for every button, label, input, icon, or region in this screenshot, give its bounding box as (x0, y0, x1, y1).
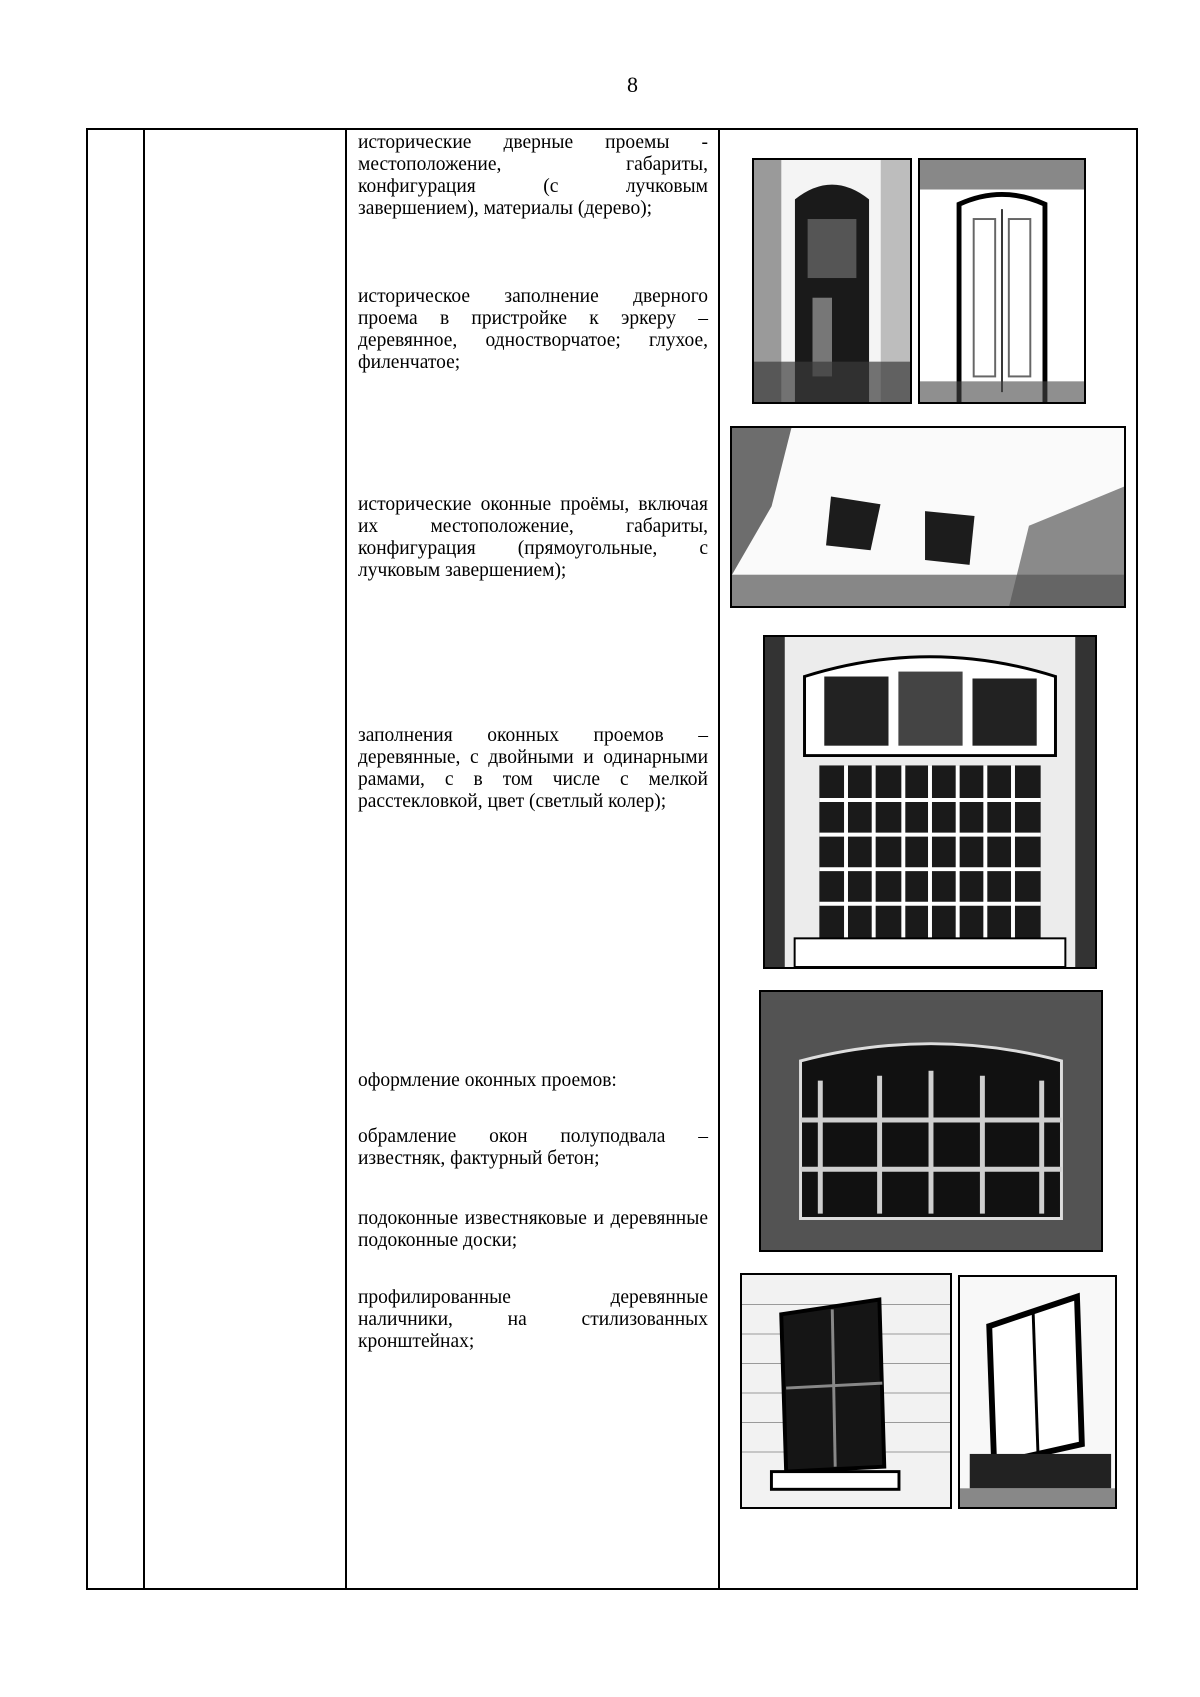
heritage-table (86, 128, 1138, 1590)
photo-facade-windows (730, 426, 1126, 608)
text-sills: подоконные известняковые и деревянные подоконные доски; (358, 1208, 708, 1251)
text-trims: профилированные деревянные наличники, на стилизованных кронштейнах; (358, 1287, 708, 1352)
photo-door-panel (918, 158, 1086, 404)
text-window-decoration: оформление оконных проемов: (358, 1070, 617, 1091)
text-window-openings: исторические оконные проёмы, включая их местоположение, габариты, конфигурация (прямоугольные, с лучковым завершением); (358, 494, 708, 581)
photo-bay-window (759, 990, 1103, 1252)
photo-doorway-arched (752, 158, 912, 404)
text-basement-frames: обрамление окон полуподвала – известняк, фактурный бетон; (358, 1126, 708, 1169)
photo-window-trim (740, 1273, 952, 1509)
page-number: 8 (627, 72, 638, 97)
text-doorways: исторические дверные проемы - местоположение, габариты, конфигурация (с лучковым завершением), материалы (дерево); (358, 132, 708, 219)
text-window-fill: заполнения оконных проемов – деревянные, с двойными и одинарными рамами, с в том числе с мелкой расстекловкой, цвет (светлый колер); (358, 725, 708, 812)
column-divider (345, 130, 347, 1588)
column-divider (143, 130, 145, 1588)
photo-window-angled (958, 1275, 1117, 1509)
text-door-fill: историческое заполнение дверного проема в пристройке к эркеру – деревянное, одностворчатое; глухое, филенчатое; (358, 286, 708, 373)
column-divider (718, 130, 720, 1588)
photo-arched-window (763, 635, 1097, 969)
